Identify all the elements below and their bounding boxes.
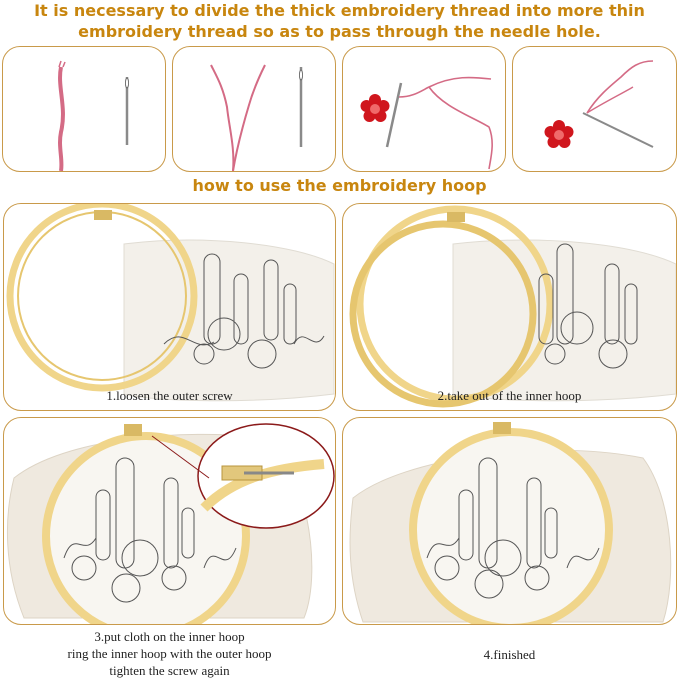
step-1-panel — [3, 203, 336, 411]
thread-instruction-line-2: embroidery thread so as to pass through the needle hole. — [78, 22, 601, 41]
step-2-panel — [342, 203, 677, 411]
thread-panel-2 — [172, 46, 336, 172]
loosen-outer-screw-image — [4, 204, 336, 411]
thread-instruction-heading — [0, 0, 679, 42]
pulling-thread-image — [513, 47, 677, 172]
step-3-caption — [3, 628, 336, 679]
thread-panel-3 — [342, 46, 506, 172]
step-3-caption-line-1: 3.put cloth on the inner hoop — [94, 629, 245, 644]
split-thread-and-needle-image — [173, 47, 336, 172]
step-2-caption: 2.take out of the inner hoop — [437, 388, 582, 403]
thick-thread-and-needle-image — [3, 47, 166, 172]
finished-hoop-image — [343, 418, 677, 625]
step-4-panel — [342, 417, 677, 625]
step-1-caption: 1.loosen the outer screw — [106, 388, 233, 403]
threading-needle-image — [343, 47, 506, 172]
thread-panel-1 — [2, 46, 166, 172]
step-3-panel — [3, 417, 336, 625]
put-cloth-on-hoop-image — [4, 418, 336, 625]
thread-panel-4 — [512, 46, 677, 172]
step-4-caption: 4.finished — [483, 647, 536, 662]
hoop-heading: how to use the embroidery hoop — [192, 176, 487, 195]
step-3-caption-line-2: ring the inner hoop with the outer hoop — [67, 646, 272, 661]
step-3-caption-line-3: tighten the screw again — [109, 663, 230, 678]
take-out-inner-hoop-image — [343, 204, 677, 411]
thread-instruction-line-1: It is necessary to divide the thick embroidery thread into more thin — [34, 1, 645, 20]
